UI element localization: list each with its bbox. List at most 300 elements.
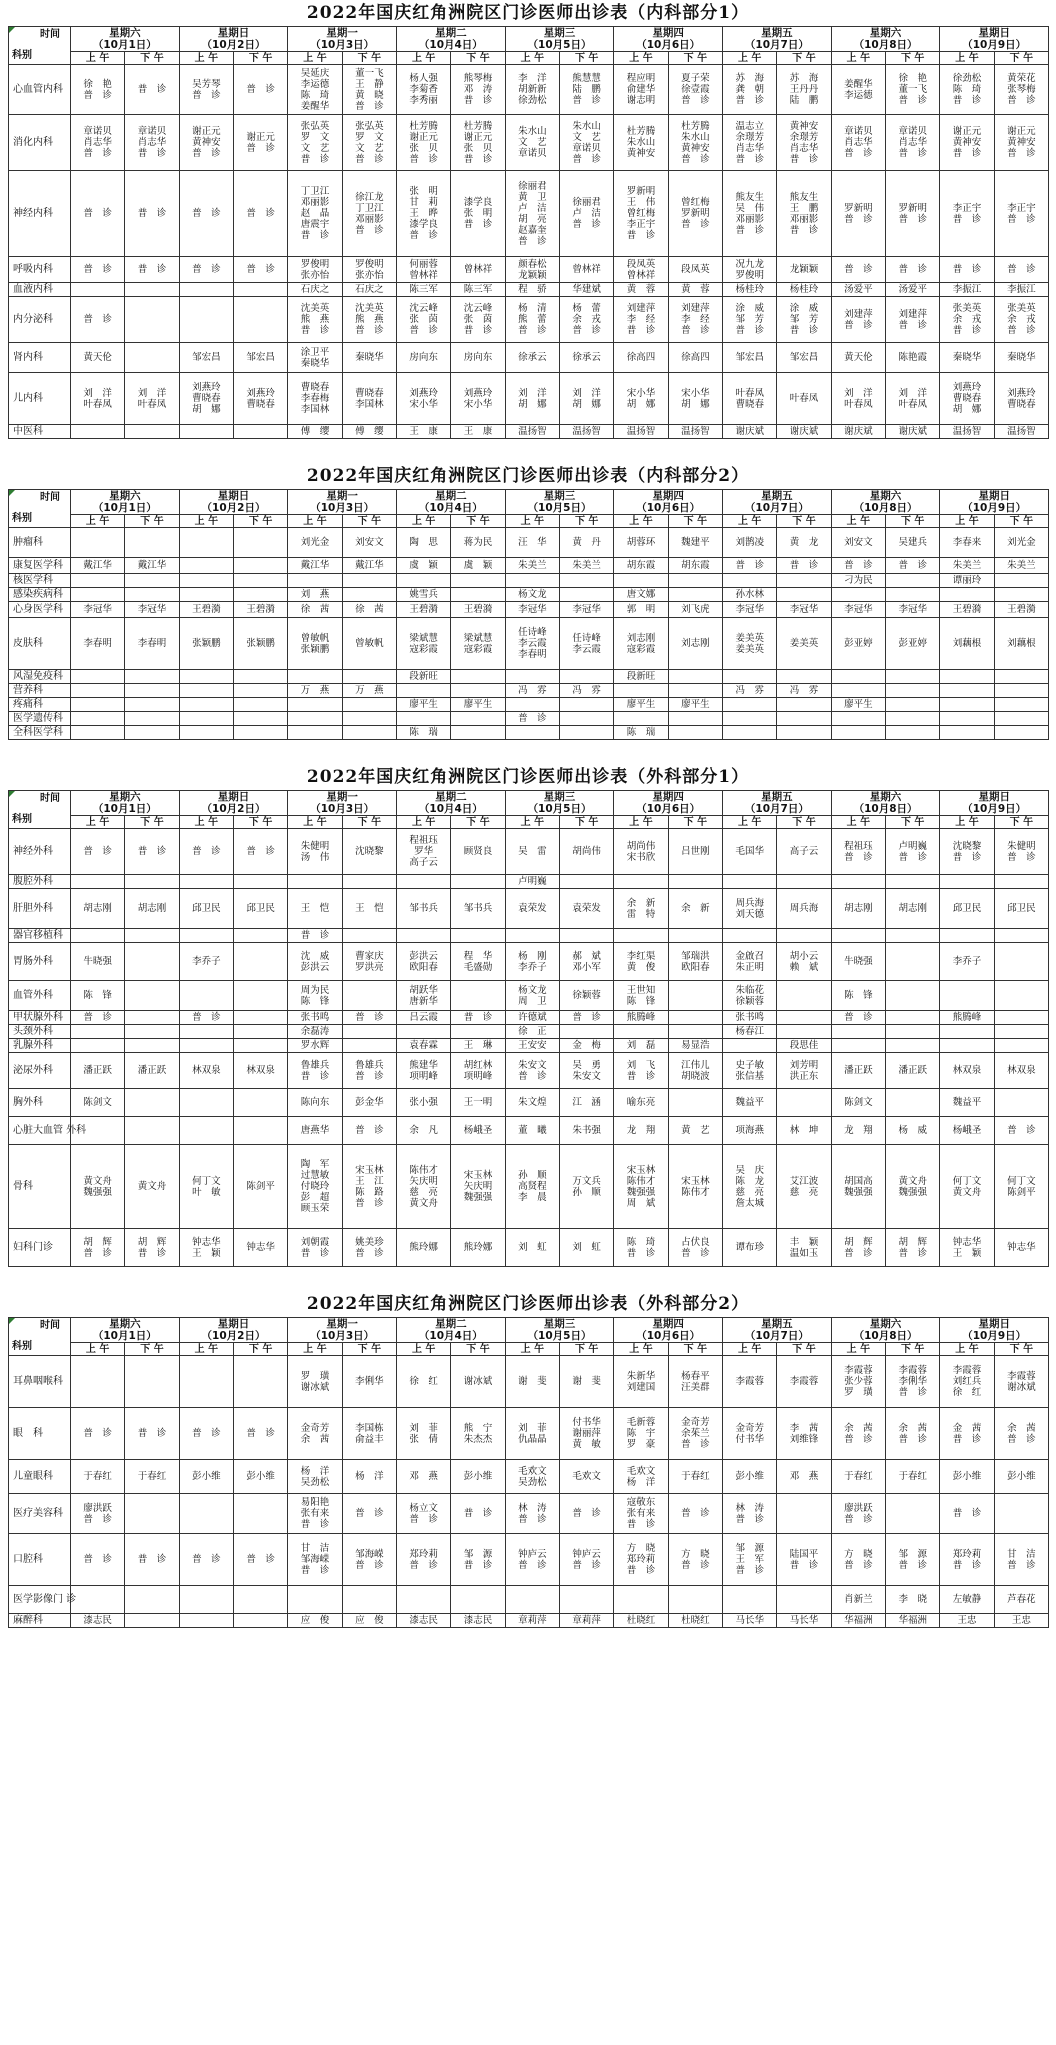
pm-doctor-cell: 王忠 (994, 1614, 1048, 1628)
dept-row (9, 1053, 1049, 1089)
pm-doctor-cell: 王 恺 (342, 889, 396, 929)
pm-doctor-cell: 甘 洁 普 诊 (994, 1534, 1048, 1586)
pm-doctor-cell: 徐丽君 卢 洁 普 诊 (560, 171, 614, 257)
department-name: 乳腺外科 (9, 1039, 71, 1053)
pm-doctor-cell: 普 诊 (451, 1011, 505, 1025)
day-header (71, 490, 180, 515)
pm-doctor-cell (451, 929, 505, 943)
corner-mark-icon (9, 1318, 15, 1324)
am-doctor-cell: 姜醒华 李运德 (831, 65, 885, 115)
pm-doctor-cell: 谢庆斌 (886, 425, 940, 439)
department-name: 血液内科 (9, 283, 71, 297)
time-label: 时间 (40, 793, 60, 804)
pm-doctor-cell (451, 1025, 505, 1039)
pm-doctor-cell: 李冠华 (886, 602, 940, 618)
pm-doctor-cell: 普 诊 (342, 1117, 396, 1145)
am-doctor-cell: 姚雪兵 (397, 588, 451, 602)
pm-doctor-cell: 周兵海 (777, 889, 831, 929)
pm-doctor-cell: 钟庐云 普 诊 (560, 1534, 614, 1586)
am-doctor-cell: 陶 军 过慧敏 付晓玲 彭 超 顾玉荣 (288, 1145, 342, 1229)
am-doctor-cell: 张 明 甘 莉 王 晔 漆学良 普 诊 (397, 171, 451, 257)
pm-doctor-cell: 汤爱平 (886, 283, 940, 297)
am-doctor-cell: 吴 庆 陈 龙 慈 亮 詹太城 (723, 1145, 777, 1229)
pm-doctor-cell: 胡 辉 普 诊 (125, 1229, 179, 1267)
am-label: 上 午 (288, 52, 342, 65)
am-label: 上 午 (831, 515, 885, 528)
am-doctor-cell: 毛欢文 吴劲松 (505, 1460, 559, 1494)
pm-doctor-cell (994, 574, 1048, 588)
am-doctor-cell: 刘 燕 (288, 588, 342, 602)
am-doctor-cell: 甘 洁 邹海嵘 普 诊 (288, 1534, 342, 1586)
pm-doctor-cell: 程 华 毛盛勋 (451, 943, 505, 981)
am-doctor-cell: 段新旺 (614, 670, 668, 684)
pm-label: 下 午 (342, 515, 396, 528)
am-doctor-cell: 陈 锋 (71, 981, 125, 1011)
am-doctor-cell (614, 574, 668, 588)
pm-doctor-cell (777, 1025, 831, 1039)
am-doctor-cell: 程祖珏 罗华 高子云 (397, 829, 451, 875)
am-doctor-cell (397, 1586, 451, 1614)
am-doctor-cell: 黄 蓉 (614, 283, 668, 297)
am-doctor-cell: 王安安 (505, 1039, 559, 1053)
am-doctor-cell: 何丁文 黄文舟 (940, 1145, 994, 1229)
am-doctor-cell: 林 涛 普 诊 (723, 1494, 777, 1534)
pm-doctor-cell (994, 875, 1048, 889)
dept-row (9, 283, 1049, 297)
pm-doctor-cell (886, 574, 940, 588)
pm-doctor-cell (560, 698, 614, 712)
date-label: （10月9日） (962, 1330, 1027, 1342)
pm-doctor-cell (668, 1089, 722, 1117)
department-name: 营养科 (9, 684, 71, 698)
am-doctor-cell: 郑玲莉 普 诊 (940, 1534, 994, 1586)
date-label: （10月7日） (744, 803, 809, 815)
schedule-section (8, 0, 1048, 439)
am-doctor-cell: 魏益平 (940, 1089, 994, 1117)
pm-doctor-cell (994, 1494, 1048, 1534)
pm-doctor-cell (994, 943, 1048, 981)
am-doctor-cell: 谭丽玲 (940, 574, 994, 588)
dept-row (9, 257, 1049, 283)
pm-doctor-cell: 李俐华 (342, 1356, 396, 1408)
pm-doctor-cell: 普 诊 (234, 829, 288, 875)
pm-doctor-cell (125, 1117, 179, 1145)
pm-doctor-cell: 普 诊 (234, 257, 288, 283)
am-doctor-cell: 李乔子 (179, 943, 233, 981)
am-doctor-cell: 刘藕根 (940, 618, 994, 670)
pm-doctor-cell: 叶春凤 (777, 373, 831, 425)
am-label: 上 午 (71, 52, 125, 65)
am-doctor-cell (723, 1586, 777, 1614)
pm-doctor-cell (125, 1494, 179, 1534)
pm-doctor-cell: 刘 洋 叶春凤 (125, 373, 179, 425)
header-row (9, 490, 1049, 515)
am-doctor-cell: 刘鹊凌 (723, 528, 777, 558)
pm-doctor-cell (234, 1586, 288, 1614)
am-doctor-cell: 普 诊 (179, 829, 233, 875)
pm-doctor-cell: 金奇芳 余茱兰 普 诊 (668, 1408, 722, 1460)
department-name: 消化内科 (9, 115, 71, 171)
am-doctor-cell (288, 698, 342, 712)
pm-doctor-cell: 杨桂玲 (777, 283, 831, 297)
am-doctor-cell: 唐文娜 (614, 588, 668, 602)
pm-doctor-cell: 林 坤 (777, 1117, 831, 1145)
department-name: 风湿免疫科 (9, 670, 71, 684)
weekday-label: 星期日 (978, 27, 1010, 39)
am-doctor-cell (831, 588, 885, 602)
pm-doctor-cell: 谢 斐 (560, 1356, 614, 1408)
am-doctor-cell (831, 670, 885, 684)
pm-doctor-cell (777, 574, 831, 588)
am-doctor-cell: 彭小维 (723, 1460, 777, 1494)
schedule-section (8, 1291, 1048, 1628)
pm-doctor-cell: 胡志刚 (125, 889, 179, 929)
pm-doctor-cell (886, 684, 940, 698)
pm-doctor-cell: 余 新 (668, 889, 722, 929)
pm-doctor-cell: 普 诊 (125, 257, 179, 283)
pm-doctor-cell (886, 670, 940, 684)
department-name: 儿童眼科 (9, 1460, 71, 1494)
weekday-label: 星期六 (109, 490, 141, 502)
pm-doctor-cell: 黄荣花 张琴梅 普 诊 (994, 65, 1048, 115)
pm-doctor-cell (777, 1586, 831, 1614)
weekday-label: 星期三 (543, 1318, 576, 1330)
schedule-table (8, 26, 1049, 439)
am-doctor-cell: 罗 璜 谢冰斌 (288, 1356, 342, 1408)
am-doctor-cell: 杨 洋 吴劲松 (288, 1460, 342, 1494)
am-doctor-cell: 方 晓 郑玲莉 普 诊 (614, 1534, 668, 1586)
pm-doctor-cell (125, 875, 179, 889)
pm-doctor-cell: 江 涵 (560, 1089, 614, 1117)
pm-doctor-cell: 杨春平 汪美群 (668, 1356, 722, 1408)
pm-doctor-cell (560, 574, 614, 588)
day-header (940, 791, 1049, 816)
am-doctor-cell (71, 684, 125, 698)
am-doctor-cell: 何丽蓉 曾林祥 (397, 257, 451, 283)
am-doctor-cell (940, 1039, 994, 1053)
am-doctor-cell: 温扬智 (505, 425, 559, 439)
am-doctor-cell: 杜晓红 (614, 1614, 668, 1628)
am-doctor-cell: 杜芳腾 谢正元 张 贝 普 诊 (397, 115, 451, 171)
day-header (614, 27, 723, 52)
pm-doctor-cell (668, 588, 722, 602)
am-doctor-cell: 章诺贝 肖志华 普 诊 (71, 115, 125, 171)
time-label: 时间 (40, 492, 60, 503)
pm-doctor-cell: 邹海嵘 普 诊 (342, 1534, 396, 1586)
pm-doctor-cell: 胡红林 项明峰 (451, 1053, 505, 1089)
pm-label: 下 午 (777, 1343, 831, 1356)
am-doctor-cell: 林双泉 (940, 1053, 994, 1089)
am-label: 上 午 (723, 52, 777, 65)
pm-doctor-cell (994, 588, 1048, 602)
am-doctor-cell (179, 1117, 233, 1145)
am-doctor-cell (288, 574, 342, 588)
dept-row (9, 726, 1049, 740)
department-name: 肿瘤科 (9, 528, 71, 558)
am-doctor-cell: 宋玉林 陈伟才 魏强强 周 斌 (614, 1145, 668, 1229)
pm-doctor-cell: 虞 颖 (451, 558, 505, 574)
am-doctor-cell: 张美英 余 戎 普 诊 (940, 297, 994, 343)
pm-doctor-cell (125, 712, 179, 726)
am-doctor-cell (179, 1614, 233, 1628)
department-name: 器官移植科 (9, 929, 71, 943)
am-doctor-cell (179, 929, 233, 943)
pm-doctor-cell: 蒋为民 (451, 528, 505, 558)
am-doctor-cell: 张书鸣 (723, 1011, 777, 1025)
pm-doctor-cell (234, 1614, 288, 1628)
weekday-label: 星期一 (326, 27, 358, 39)
dept-row (9, 1229, 1049, 1267)
am-doctor-cell: 胡 辉 普 诊 (831, 1229, 885, 1267)
am-doctor-cell: 胡尚伟 宋书欣 (614, 829, 668, 875)
pm-doctor-cell: 陆国平 普 诊 (777, 1534, 831, 1586)
pm-doctor-cell: 戴江华 (342, 558, 396, 574)
pm-doctor-cell (886, 875, 940, 889)
pm-doctor-cell: 普 诊 (451, 1494, 505, 1534)
weekday-label: 星期六 (869, 27, 902, 39)
am-doctor-cell: 余磊涛 (288, 1025, 342, 1039)
pm-label: 下 午 (668, 515, 722, 528)
pm-doctor-cell: 王 康 (451, 425, 505, 439)
pm-doctor-cell: 江伟儿 胡晓波 (668, 1053, 722, 1089)
pm-label: 下 午 (451, 816, 505, 829)
pm-doctor-cell: 刘建萍 普 诊 (886, 297, 940, 343)
am-doctor-cell: 余 凡 (397, 1117, 451, 1145)
pm-doctor-cell (125, 343, 179, 373)
am-doctor-cell: 金啟召 朱正明 (723, 943, 777, 981)
am-doctor-cell: 邱卫民 (940, 889, 994, 929)
pm-doctor-cell (668, 574, 722, 588)
am-label: 上 午 (397, 52, 451, 65)
am-doctor-cell (940, 698, 994, 712)
am-doctor-cell: 徐丽君 黄 卫 卢 洁 胡 亮 赵嘉奎 普 诊 (505, 171, 559, 257)
am-doctor-cell: 普 诊 (71, 257, 125, 283)
section-title: 2022年国庆红角洲院区门诊医师出诊表（外科部分2） (306, 1294, 750, 1314)
pm-doctor-cell: 房向东 (451, 343, 505, 373)
pm-doctor-cell: 温扬智 (560, 425, 614, 439)
pm-doctor-cell: 徐 艳 董一飞 普 诊 (886, 65, 940, 115)
am-label: 上 午 (397, 816, 451, 829)
day-header (505, 1318, 614, 1343)
am-doctor-cell: 彭洪云 欧阳春 (397, 943, 451, 981)
pm-doctor-cell: 宋玉林 王 江 陈 路 普 诊 (342, 1145, 396, 1229)
pm-doctor-cell: 余 茜 普 诊 (886, 1408, 940, 1460)
pm-doctor-cell: 黄神安 余璟芳 肖志华 普 诊 (777, 115, 831, 171)
pm-doctor-cell: 沈晓黎 (342, 829, 396, 875)
pm-doctor-cell (668, 684, 722, 698)
pm-doctor-cell: 李冠华 (777, 602, 831, 618)
pm-label: 下 午 (125, 1343, 179, 1356)
am-doctor-cell: 杨文龙 周 卫 (505, 981, 559, 1011)
pm-doctor-cell: 胡尚伟 (560, 829, 614, 875)
pm-doctor-cell (994, 726, 1048, 740)
am-doctor-cell: 廖平生 (614, 698, 668, 712)
am-doctor-cell: 刘 飞 普 诊 (614, 1053, 668, 1089)
schedule-table (8, 489, 1049, 740)
pm-doctor-cell: 方 晓 普 诊 (668, 1534, 722, 1586)
am-label: 上 午 (179, 816, 233, 829)
am-doctor-cell: 熊友生 吴 伟 邓丽影 普 诊 (723, 171, 777, 257)
pm-doctor-cell: 胡小云 赖 斌 (777, 943, 831, 981)
am-doctor-cell: 普 诊 (179, 1534, 233, 1586)
am-doctor-cell (179, 283, 233, 297)
pm-doctor-cell: 普 诊 (125, 171, 179, 257)
am-doctor-cell (505, 726, 559, 740)
am-label: 上 午 (71, 1343, 125, 1356)
weekday-label: 星期四 (652, 791, 684, 803)
am-doctor-cell: 徐 红 (397, 1356, 451, 1408)
am-doctor-cell: 熊腾峰 (940, 1011, 994, 1025)
header-row (9, 791, 1049, 816)
am-doctor-cell: 陈向东 (288, 1089, 342, 1117)
am-doctor-cell: 温扬智 (940, 425, 994, 439)
am-doctor-cell (397, 929, 451, 943)
weekday-label: 星期二 (435, 490, 467, 502)
am-doctor-cell: 李霞蓉 张少蓉 罗 璜 (831, 1356, 885, 1408)
pm-doctor-cell: 李正宇 普 诊 (994, 171, 1048, 257)
am-doctor-cell: 姜美英 姜美英 (723, 618, 777, 670)
weekday-label: 星期六 (869, 1318, 902, 1330)
am-doctor-cell: 应 俊 (288, 1614, 342, 1628)
pm-doctor-cell: 吴 勇 朱安文 (560, 1053, 614, 1089)
am-doctor-cell: 龙 翔 (831, 1117, 885, 1145)
pm-doctor-cell: 陈剑平 (234, 1145, 288, 1229)
am-doctor-cell: 唐燕华 (288, 1117, 342, 1145)
pm-doctor-cell (125, 1089, 179, 1117)
schedule-document (8, 0, 1048, 1628)
am-doctor-cell: 杜芳腾 朱水山 黄神安 (614, 115, 668, 171)
pm-doctor-cell: 胡 辉 普 诊 (886, 1229, 940, 1267)
am-doctor-cell: 孙水林 (723, 588, 777, 602)
pm-label: 下 午 (125, 515, 179, 528)
pm-doctor-cell (234, 574, 288, 588)
schedule-section (8, 764, 1048, 1267)
am-doctor-cell: 虞 颖 (397, 558, 451, 574)
am-doctor-cell: 黄天伦 (71, 343, 125, 373)
am-doctor-cell: 刘建萍 普 诊 (831, 297, 885, 343)
pm-doctor-cell: 于春红 (125, 1460, 179, 1494)
pm-doctor-cell: 刘藕根 (994, 618, 1048, 670)
dept-row (9, 1356, 1049, 1408)
dept-row (9, 1089, 1049, 1117)
am-doctor-cell: 邹书兵 (397, 889, 451, 929)
pm-label: 下 午 (342, 1343, 396, 1356)
date-label: （10月2日） (201, 502, 266, 514)
pm-doctor-cell (342, 726, 396, 740)
day-header (723, 490, 832, 515)
am-doctor-cell: 温志立 余璟芳 肖志华 普 诊 (723, 115, 777, 171)
am-doctor-cell (614, 1586, 668, 1614)
pm-doctor-cell: 于春红 (886, 1460, 940, 1494)
am-doctor-cell: 谢正元 黄神安 普 诊 (179, 115, 233, 171)
am-doctor-cell: 程 骄 (505, 283, 559, 297)
pm-doctor-cell: 张弘英 罗 文 文 艺 普 诊 (342, 115, 396, 171)
pm-doctor-cell: 杜芳腾 谢正元 张 贝 普 诊 (451, 115, 505, 171)
dept-row (9, 115, 1049, 171)
am-doctor-cell (723, 875, 777, 889)
am-doctor-cell: 华福洲 (831, 1614, 885, 1628)
am-doctor-cell: 刘 菲 张 倩 (397, 1408, 451, 1460)
subheader-row (9, 816, 1049, 829)
department-name: 医疗美容科 (9, 1494, 71, 1534)
pm-doctor-cell: 徐承云 (560, 343, 614, 373)
pm-doctor-cell: 徐颖蓉 (560, 981, 614, 1011)
am-doctor-cell: 谭布珍 (723, 1229, 777, 1267)
am-doctor-cell (71, 1586, 125, 1614)
pm-doctor-cell (342, 574, 396, 588)
pm-doctor-cell: 李霞蓉 (777, 1356, 831, 1408)
am-doctor-cell: 肖新兰 (831, 1586, 885, 1614)
dept-row (9, 558, 1049, 574)
pm-doctor-cell (668, 1025, 722, 1039)
am-doctor-cell: 朱临花 徐颖蓉 (723, 981, 777, 1011)
am-doctor-cell: 钟志华 王 颖 (940, 1229, 994, 1267)
am-doctor-cell (940, 588, 994, 602)
pm-doctor-cell (777, 712, 831, 726)
day-header (940, 1318, 1049, 1343)
am-doctor-cell: 许德斌 (505, 1011, 559, 1025)
day-header (397, 27, 506, 52)
pm-doctor-cell (560, 588, 614, 602)
pm-doctor-cell: 戴江华 (125, 558, 179, 574)
pm-doctor-cell: 普 诊 (234, 171, 288, 257)
am-doctor-cell: 陈剑文 (831, 1089, 885, 1117)
pm-label: 下 午 (125, 52, 179, 65)
pm-doctor-cell: 顾贤良 (451, 829, 505, 875)
date-label: （10月8日） (853, 1330, 918, 1342)
pm-doctor-cell (886, 588, 940, 602)
am-doctor-cell: 万 燕 (288, 684, 342, 698)
category-label: 科别 (12, 814, 32, 825)
pm-doctor-cell (451, 574, 505, 588)
weekday-label: 星期四 (652, 27, 684, 39)
weekday-label: 星期二 (435, 791, 467, 803)
pm-doctor-cell: 王碧漪 (451, 602, 505, 618)
date-label: （10月8日） (853, 39, 918, 51)
dept-row (9, 1614, 1049, 1628)
am-label: 上 午 (940, 816, 994, 829)
am-doctor-cell (179, 558, 233, 574)
department-name: 眼 科 (9, 1408, 71, 1460)
am-doctor-cell: 王 恺 (288, 889, 342, 929)
pm-doctor-cell: 朱书强 (560, 1117, 614, 1145)
pm-doctor-cell (668, 875, 722, 889)
date-label: （10月6日） (636, 39, 701, 51)
pm-doctor-cell: 熊慧慧 陆 鹏 普 诊 (560, 65, 614, 115)
department-name: 皮肤科 (9, 618, 71, 670)
pm-doctor-cell (234, 1011, 288, 1025)
pm-doctor-cell: 谢冰斌 (451, 1356, 505, 1408)
am-doctor-cell: 徐高四 (614, 343, 668, 373)
pm-doctor-cell (668, 670, 722, 684)
am-doctor-cell: 杨 清 熊 蕾 普 诊 (505, 297, 559, 343)
am-label: 上 午 (397, 515, 451, 528)
pm-doctor-cell: 曾红梅 罗新明 普 诊 (668, 171, 722, 257)
pm-doctor-cell: 丰 颖 温如玉 (777, 1229, 831, 1267)
day-header (397, 1318, 506, 1343)
pm-doctor-cell (668, 712, 722, 726)
am-doctor-cell: 普 诊 (288, 929, 342, 943)
pm-doctor-cell (777, 698, 831, 712)
am-doctor-cell: 石庆之 (288, 283, 342, 297)
date-label: （10月9日） (962, 502, 1027, 514)
pm-doctor-cell: 刘 虹 (560, 1229, 614, 1267)
dept-row (9, 1145, 1049, 1229)
subheader-row (9, 1343, 1049, 1356)
am-doctor-cell (831, 1039, 885, 1053)
pm-label: 下 午 (451, 52, 505, 65)
am-doctor-cell: 吴 雷 (505, 829, 559, 875)
